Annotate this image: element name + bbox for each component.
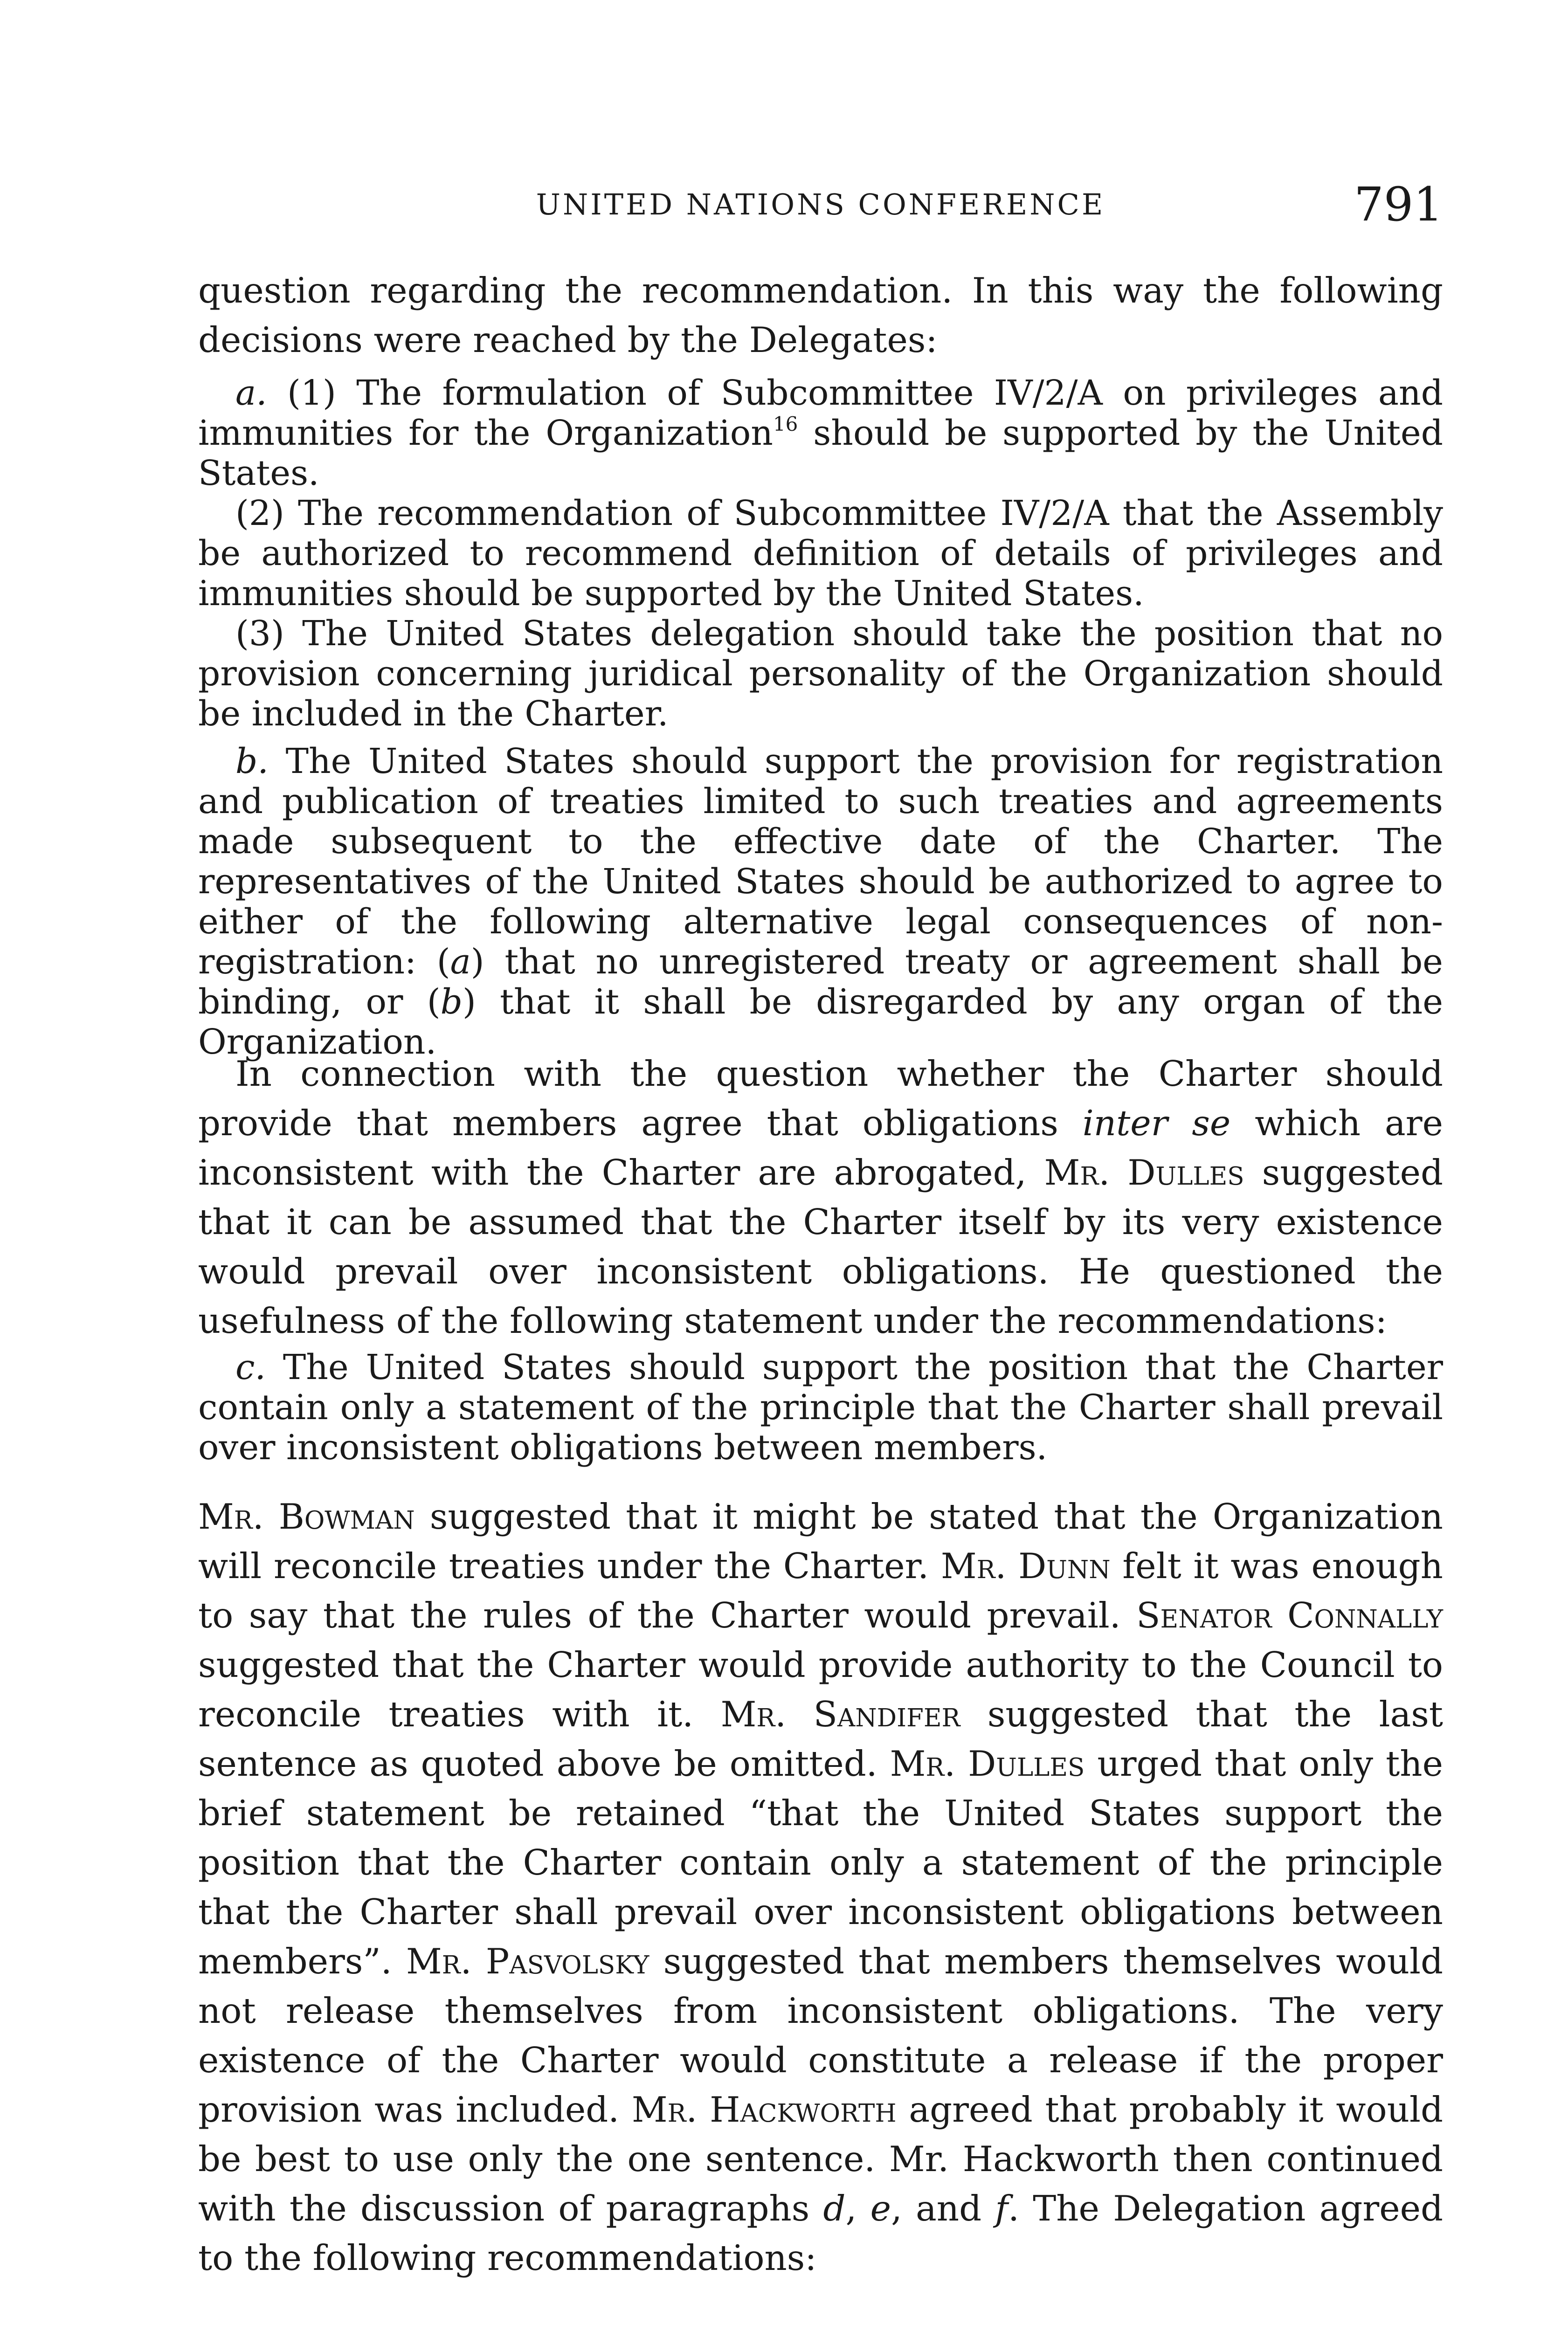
page-number: 791	[1354, 177, 1443, 232]
running-head	[198, 177, 1443, 233]
speaker-name: Mr. Hackworth	[631, 2089, 897, 2130]
recommendation-b-letter: b.	[235, 741, 269, 781]
speaker-name: Mr. Dulles	[1044, 1152, 1244, 1193]
recommendation-a-item-3: (3) The United States delegation should take the position that no provision concerning juridical personality of the Organization should be included in the Charter.	[198, 614, 1443, 734]
recommendation-c-letter: c.	[235, 1347, 266, 1387]
speaker-name: Mr. Sandifer	[720, 1694, 960, 1735]
recommendation-a-item-1: a. (1) The formulation of Subcommittee IV/2/A on privileges and immunities for the Organization$^{16}$ should be supported by the United States.	[198, 373, 1444, 493]
recommendation-a	[198, 373, 1443, 734]
speaker-name: Mr. Pasvolsky	[406, 1941, 649, 1982]
speaker-name: Senator Connally	[1136, 1595, 1443, 1636]
document-page	[198, 0, 1443, 2331]
dulles-paragraph: In connection with the question whether the Charter should provide that members agree that obligations inter se which are inconsistent with the Charter are abrogated, Mr. Dulles suggested that it can be assumed that the Charter itself by its very existence would prevail over inconsistent obligations. He questioned the usefulness of the following statement under the recommendations:	[198, 1053, 1443, 1341]
recommendation-a-letter: a.	[235, 373, 267, 413]
footnote-ref-16: 16	[773, 413, 798, 435]
speaker-name: Mr. Dulles	[890, 1743, 1085, 1784]
intro-text: question regarding the recommendation. In this way the following decisions were reached by the Delegates:	[198, 270, 1443, 360]
recommendation-c: c. The United States should support the position that the Charter contain only a statement of the principle that the Charter shall prevail over inconsistent obligations between members.	[198, 1347, 1443, 1468]
recommendation-a-item-2: (2) The recommendation of Subcommittee IV/2/A that the Assembly be authorized to recommend definition of details of privileges and immunities should be supported by the United States.	[198, 493, 1443, 614]
discussion-paragraph: Mr. Bowman suggested that it might be stated that the Organization will reconcile treaties under the Charter. Mr. Dunn felt it was enough to say that the rules of the Charter would prevail. Senator Connally suggested that the Charter would provide authority to the Council to reconcile treaties with it. Mr. Sandifer suggested that the last sentence as quoted above be omitted. Mr. Dulles urged that only the brief statement be retained “that the United States support the position that the Charter contain only a statement of the principle that the Charter shall prevail over inconsistent obligations between members”. Mr. Pasvolsky suggested that members themselves would not release themselves from inconsistent obligations. The very existence of the Charter would constitute a release if the proper provision was included. Mr. Hackworth agreed that probably it would be best to use only the one sentence. Mr. Hackworth then continued with the discussion of paragraphs d, e, and f. The Delegation agreed to the following recommendations:	[198, 1496, 1443, 2278]
recommendation-b: b. The United States should support the provision for registration and publication of treaties limited to such treaties and agreements made subsequent to the effective date of the Charter. The representatives of the United States should be authorized to agree to either of the following alternative legal consequences of non-registration: (a) that no unregistered treaty or agreement shall be binding, or (b) that it shall be disregarded by any organ of the Organization.	[198, 741, 1443, 1062]
intro-paragraph	[198, 266, 1443, 365]
speaker-name: Mr. Dunn	[940, 1545, 1111, 1586]
running-head-title: UNITED NATIONS CONFERENCE	[536, 187, 1105, 221]
speaker-name: Mr. Bowman	[198, 1496, 415, 1537]
